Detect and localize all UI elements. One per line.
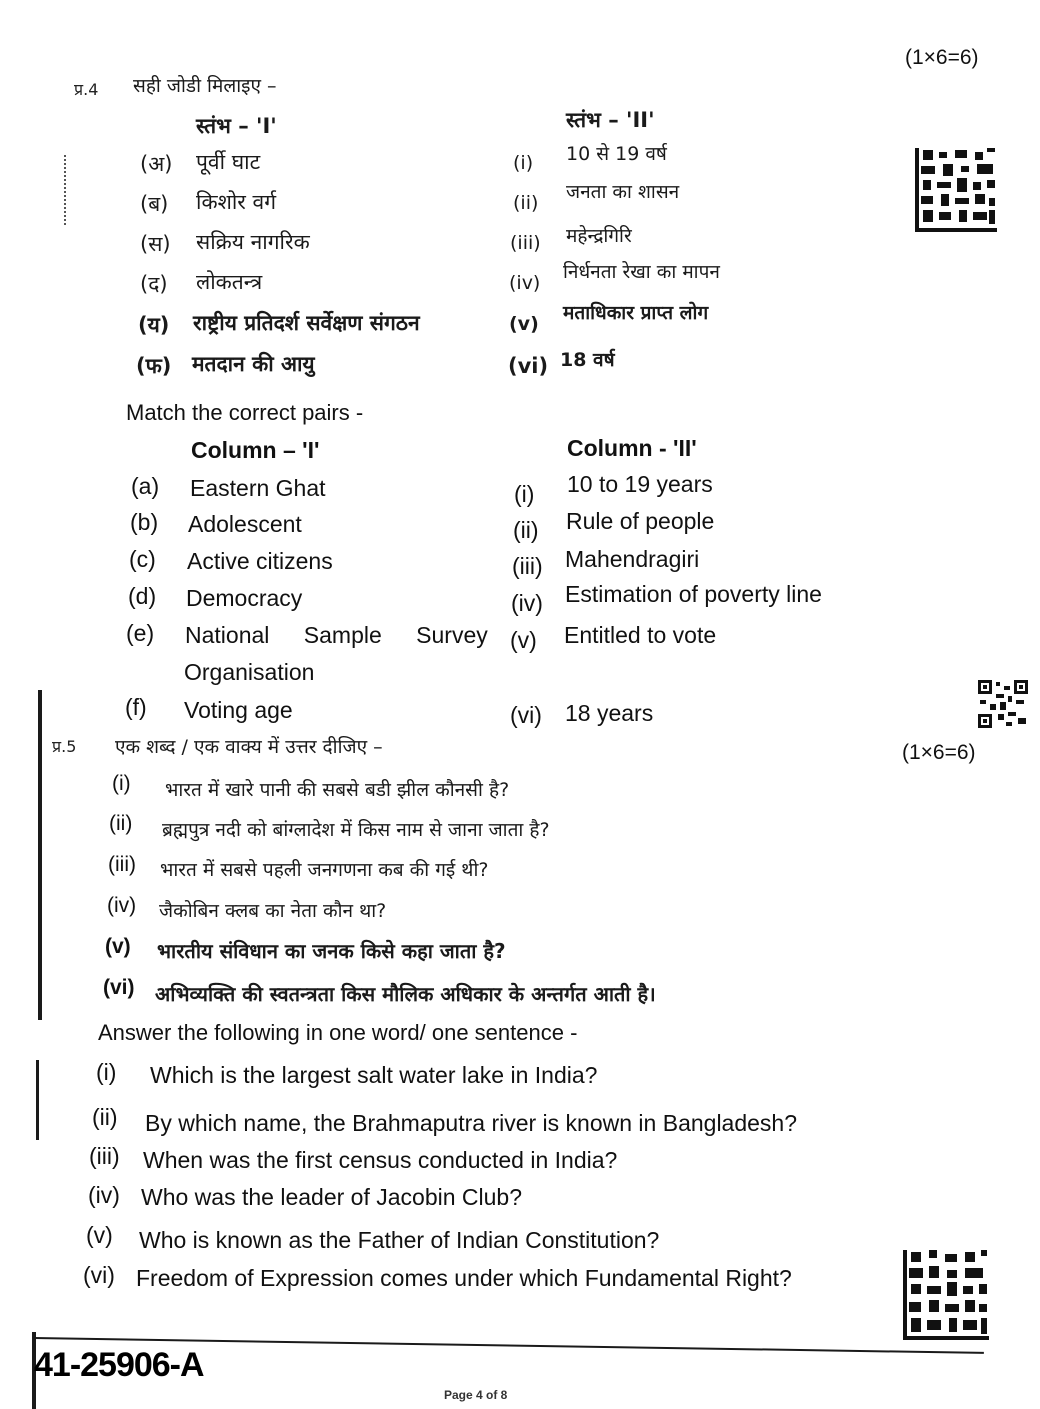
q4-left-en-text: National Sample Survey [185, 622, 488, 648]
q5-hi-label: (ii) [109, 812, 133, 835]
q5-hi-label: (i) [112, 772, 131, 795]
q5-instruction-hi: एक शब्द / एक वाक्य में उत्तर दीजिए – [115, 736, 383, 758]
q5-hi-text: ब्रह्मपुत्र नदी को बांग्लादेश में किस नाम से जाना जाता है? [162, 819, 550, 841]
q4-left-hi-text: राष्ट्रीय प्रतिदर्श सर्वेक्षण संगठन [193, 311, 420, 335]
q4-left-hi-label: (ब) [140, 192, 169, 216]
q4-left-hi-label: (स) [140, 232, 171, 256]
q4-left-hi-label: (द) [140, 272, 168, 296]
q5-instruction-en: Answer the following in one word/ one sentence - [98, 1020, 578, 1045]
q4-left-en-text: Eastern Ghat [190, 475, 326, 501]
q4-left-hi-label: (फ) [136, 354, 172, 378]
q4-right-en-label: (iv) [511, 590, 543, 616]
q5-en-text: By which name, the Brahmaputra river is known in Bangladesh? [145, 1110, 798, 1136]
q5-number: प्र.5 [52, 737, 77, 756]
margin-dots [64, 155, 69, 225]
q4-right-hi-text: 18 वर्ष [560, 349, 615, 371]
q4-right-hi-label: (iv) [509, 272, 541, 294]
datamatrix-code-bottom [903, 1250, 989, 1340]
q4-left-en-text: Voting age [184, 697, 293, 723]
q4-left-hi-label: (अ) [140, 152, 173, 176]
q5-en-label: (iii) [89, 1143, 120, 1169]
q4-right-hi-label: (v) [509, 313, 539, 335]
q5-hi-text: भारत में खारे पानी की सबसे बडी झील कौनसी है? [165, 779, 510, 801]
q4-left-en-label: (a) [131, 473, 160, 499]
q4-right-hi-label: (i) [513, 152, 534, 174]
q5-en-text: Who is known as the Father of Indian Constitution? [139, 1227, 660, 1253]
q4-left-en-label: (e) [126, 620, 155, 646]
q4-right-hi-label: (ii) [513, 192, 539, 214]
q4-left-en-label: (d) [128, 583, 157, 609]
q4-right-hi-text: मताधिकार प्राप्त लोग [563, 302, 709, 324]
q4-left-hi-label: (य) [138, 313, 170, 337]
q4-left-hi-text: पूर्वी घाट [196, 150, 261, 174]
q4-right-en-label: (v) [510, 627, 537, 653]
q5-hi-text: जैकोबिन क्लब का नेता कौन था? [159, 900, 387, 922]
q4-right-en-text: Rule of people [566, 508, 715, 534]
q5-en-text: Who was the leader of Jacobin Club? [141, 1184, 522, 1210]
q5-en-label: (vi) [83, 1262, 115, 1288]
q4-instruction-hi: सही जोडी मिलाइए – [133, 75, 277, 97]
page-number-label: Page 4 of 8 [444, 1388, 508, 1402]
q5-en-text: When was the first census conducted in India? [143, 1147, 618, 1173]
q4-marks: (1×6=6) [905, 46, 979, 69]
q4-left-en-text: Adolescent [188, 511, 302, 537]
qr-code-middle [978, 680, 1028, 728]
q4-right-en-text: 18 years [565, 700, 654, 726]
q4-left-hi-text: सक्रिय नागरिक [196, 230, 310, 254]
paper-code: 41-25906-A [34, 1346, 204, 1384]
q4-right-en-text: Entitled to vote [564, 622, 717, 648]
q4-left-en-text-line2: Organisation [184, 659, 315, 685]
q4-right-en-text: Mahendragiri [565, 546, 700, 572]
q5-en-label: (iv) [88, 1182, 120, 1208]
q5-hi-text: भारतीय संविधान का जनक किसे कहा जाता है? [157, 939, 506, 963]
q5-en-label: (i) [96, 1059, 117, 1085]
q5-en-label: (v) [86, 1222, 113, 1248]
q4-column1-en: Column – 'I' [191, 437, 320, 463]
q4-right-en-text: Estimation of poverty line [565, 581, 822, 607]
q5-hi-label: (iv) [107, 894, 137, 917]
scan-edge-line [36, 1060, 39, 1140]
q4-right-hi-text: जनता का शासन [566, 181, 680, 203]
q4-left-hi-text: मतदान की आयु [192, 352, 315, 376]
q4-right-en-text: 10 to 19 years [567, 471, 713, 497]
q4-right-hi-label: (vi) [508, 354, 549, 378]
q5-en-label: (ii) [92, 1104, 118, 1130]
q4-instruction-en: Match the correct pairs - [126, 400, 364, 425]
q4-left-hi-text: किशोर वर्ग [196, 190, 277, 214]
q5-hi-label: (vi) [103, 976, 135, 999]
scan-edge-line [38, 690, 42, 1020]
q4-right-hi-label: (iii) [510, 232, 541, 254]
q5-hi-text: अभिव्यक्ति की स्वतन्त्रता किस मौलिक अधिकार के अन्तर्गत आती है। [155, 982, 656, 1006]
q5-hi-text: भारत में सबसे पहली जनगणना कब की गई थी? [160, 859, 489, 881]
datamatrix-code-top [915, 148, 997, 232]
q4-column2-en: Column - 'II' [567, 435, 697, 461]
q4-left-en-text: Democracy [186, 585, 303, 611]
q4-column2-hi: स्तंभ – 'II' [566, 108, 655, 132]
q5-marks: (1×6=6) [902, 741, 976, 764]
q4-left-en-label: (b) [130, 509, 159, 535]
q4-right-hi-text: निर्धनता रेखा का मापन [563, 261, 720, 283]
q4-right-en-label: (iii) [512, 553, 543, 579]
q5-en-text: Which is the largest salt water lake in India? [150, 1062, 598, 1088]
q4-right-hi-text: 10 से 19 वर्ष [566, 143, 667, 165]
q4-left-hi-text: लोकतन्त्र [196, 270, 263, 294]
q4-number: प्र.4 [74, 80, 99, 99]
q4-right-en-label: (vi) [510, 702, 542, 728]
q4-left-en-label: (c) [129, 546, 156, 572]
q4-right-en-label: (ii) [513, 517, 539, 543]
q4-left-en-label: (f) [125, 694, 147, 720]
q4-right-en-label: (i) [514, 481, 535, 507]
q5-en-text: Freedom of Expression comes under which Fundamental Right? [136, 1265, 792, 1291]
q4-left-en-text: Active citizens [187, 548, 333, 574]
q4-column1-hi: स्तंभ – 'I' [196, 114, 277, 138]
q4-right-hi-text: महेन्द्रगिरि [566, 225, 632, 247]
q5-hi-label: (iii) [108, 853, 136, 876]
q5-hi-label: (v) [105, 935, 131, 958]
